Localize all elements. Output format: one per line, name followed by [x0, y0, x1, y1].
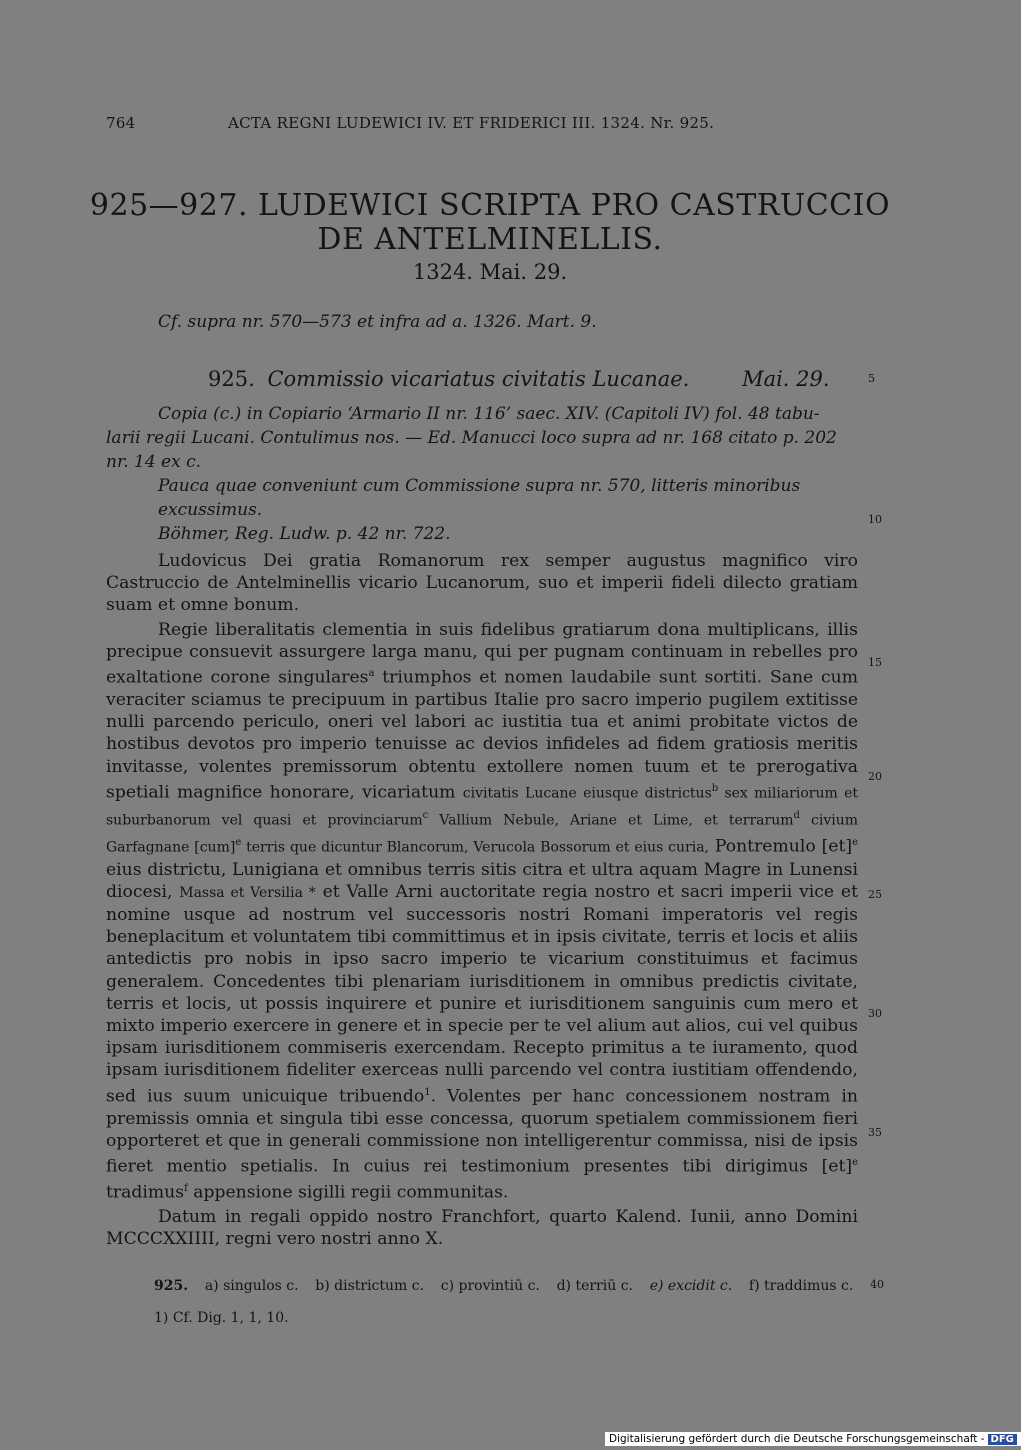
document-date: 1324. Mai. 29. [412, 260, 568, 284]
dfg-logo-icon: DFG [988, 1434, 1017, 1445]
running-head-text: ACTA REGNI LUDEWICI IV. ET FRIDERICI III. 1324. Nr. 925. [228, 114, 715, 132]
footnote-label: 925. [154, 1278, 189, 1294]
line-number: 10 [868, 513, 882, 526]
running-head [106, 114, 714, 132]
line-number: 20 [868, 770, 882, 783]
cross-reference: Cf. supra nr. 570—573 et infra ad a. 1326. Mart. 9. [158, 312, 597, 332]
line-number: 40 [870, 1278, 884, 1291]
line-number: 15 [868, 656, 882, 669]
dfg-footer [605, 1432, 1021, 1446]
salutation-paragraph: Ludovicus Dei gratia Romanorum rex semper augustus magnifico viro Castruccio de Antelminellis vicario Lucanorum, suo et imperii fideli dilecto gratiam suam et omne bonum. [106, 551, 858, 616]
charter-title: Commissio vicariatus civitatis Lucanae. [267, 367, 690, 391]
footnote-f: f) traddimus c. [748, 1278, 854, 1294]
document-title-line2: DE ANTELMINELLIS. [317, 222, 663, 257]
footnote-c: c) provintiū c. [440, 1278, 540, 1294]
intro-line: larii regii Lucani. Contulimus nos. — Ed. Manucci loco supra ad nr. 168 citato p. 202 [106, 428, 837, 448]
dating-clause: Datum in regali oppido nostro Franchfort, quarto Kalend. Iunii, anno Domini MCCCXXIIII, regni vero nostri anno X. [106, 1206, 858, 1250]
line-number: 35 [868, 1126, 882, 1139]
intro-line: nr. 14 ex c. [106, 452, 202, 472]
charter-number: 925. [208, 367, 255, 391]
document-title-line1: 925—927. LUDEWICI SCRIPTA PRO CASTRUCCIO [89, 188, 891, 223]
intro-line: Böhmer, Reg. Ludw. p. 42 nr. 722. [158, 524, 451, 544]
footer-text: Digitalisierung gefördert durch die Deutsche Forschungsgemeinschaft - [609, 1433, 985, 1445]
footnote-b: b) districtum c. [315, 1278, 425, 1294]
source-description [106, 402, 860, 546]
intro-line: Pauca quae conveniunt cum Commissione supra nr. 570, litteris minoribus excussimus. [158, 476, 801, 520]
line-number: 5 [868, 372, 875, 385]
footnote-1: 1) Cf. Dig. 1, 1, 10. [154, 1310, 289, 1326]
charter-heading [208, 367, 830, 391]
intro-line: Copia (c.) in Copiario ‘Armario II nr. 116’ saec. XIV. (Capitoli IV) fol. 48 tabu- [158, 404, 820, 424]
footnote-e: e) excidit c. [649, 1278, 733, 1294]
footnote-d: d) terriū c. [556, 1278, 633, 1294]
line-number: 30 [868, 1007, 882, 1020]
footnotes-apparatus [154, 1278, 884, 1294]
charter-text [106, 550, 858, 1250]
charter-date: Mai. 29. [742, 367, 830, 391]
line-number: 25 [868, 888, 882, 901]
footnote-a: a) singulos c. [204, 1278, 299, 1294]
page-number: 764 [106, 114, 136, 132]
main-paragraph: Regie liberalitatis clementia in suis fidelibus gratiarum dona multiplicans, illis precipue consuevit assurgere larga manu, qui per pugnam continuam in rebelles pro exaltatione corone singulares$^a$ triumphos et nomen laudabile sunt sortiti. Sane cum veraciter sciamus te precipuum in partibus Italie pro sacro imperio pugilem extitisse nulli parcendo periculo, oneri vel labori ac iustitia tua et animi probitate victos de hostibus devotos pro imperio tenuisse ac devios infideles ad fidem gratiosis meritis invitasse, volentes premissorum obtentu extollere nomen tuum et te prerogativa spetiali magnifice honorare, vicariatum civitatis Lucane eiusque districtus$^b$ sex miliariorum et suburbanorum vel quasi et provinciarum$^c$ Vallium Nebule, Ariane et Lime, et terrarum$^d$ civium Garfagnane [cum]$^e$ terris que dicuntur Blancorum, Verucola Bossorum et eius curia, Pontremulo [et]$^e$ eius districtu, Lunigiana et omnibus terris sitis citra et ultra aquam Magre in Lunensi diocesi, Massa et Versilia * et Valle Arni auctoritate regia nostro et sacri imperii vice et nomine usque ad nostrum vel successoris nostri Romani imperatoris vel regis beneplacitum et voluntatem tibi committimus et in ipsis civitate, terris et locis et aliis antedictis pro nobis in ipso sacro imperio te vicarium constituimus et facimus generalem. Concedentes tibi plenariam iurisditionem in omnibus predictis civitate, terris et locis, ut possis inquirere et punire et iurisditionem sanguinis cum mero et mixto imperio exercere in genere et in specie per te vel alium aut alios, cui vel quibus ipsam iurisditionem commiseris exercendam. Recepto primitus a te iuramento, quod ipsam iurisditionem fideliter exerceas nulli parcendo vel contra iustitiam offendendo, sed ius suum unicuique tribuendo$^1$. Volentes per hanc concessionem nostram in premissis omnia et singula tibi esse concessa, quorum spetialem commissionem fieri opporteret et que in generali commissione non intelligerentur commissa, nisi de ipsis fieret mentio spetialis. In cuius rei testimonium presentes tibi dirigimus [et]$^e$ tradimus$^f$ appensione sigilli regii communitas. [106, 619, 858, 1203]
